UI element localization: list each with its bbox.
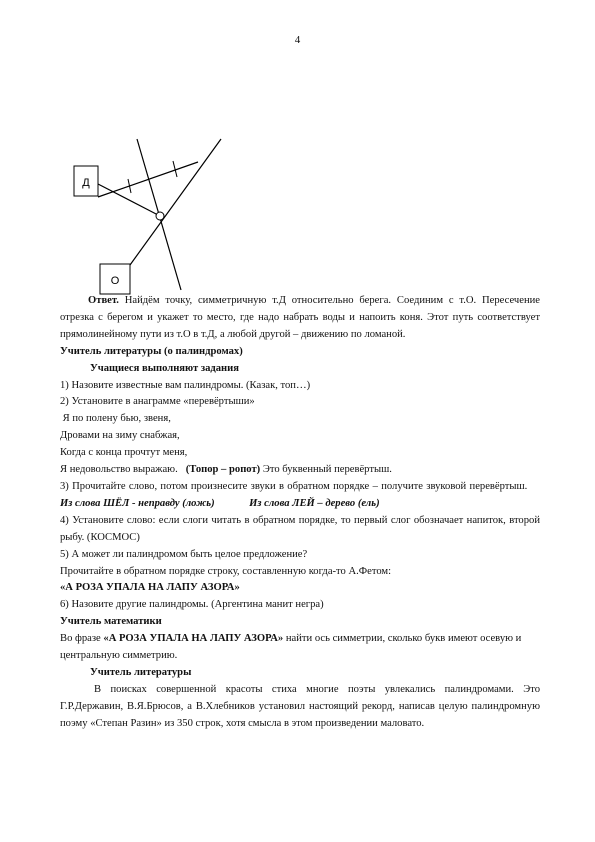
page-number: 4	[294, 34, 301, 46]
math-task	[60, 631, 540, 665]
task-5: 5) А может ли палиндромом быть целое предложение?	[60, 548, 308, 560]
poem-line: Я по полену бью, звеня,	[60, 413, 171, 425]
task-3-example-1: Из слова ШЁЛ - неправду (ложь)	[60, 497, 215, 509]
poem-line: Дровами на зиму снабжая,	[60, 430, 180, 442]
students-task-heading: Учащиеся выполняют задания	[90, 362, 239, 374]
task-3-text: 3) Прочитайте слово, потом произнесите звуки в обратном порядке – получите звуковой перевёртыш.	[60, 480, 528, 492]
bank-line-right	[130, 139, 221, 265]
poem-answer: (Топор – ропот)	[185, 464, 261, 476]
intersection-point	[156, 212, 164, 220]
math-suffix: найти ось симметрии, сколько букв имеют осевую и центральную симметрию.	[60, 633, 522, 662]
math-phrase: «А РОЗА УПАЛА НА ЛАПУ АЗОРА»	[103, 633, 284, 645]
section-heading-math: Учитель математики	[60, 616, 162, 628]
task-6: 6) Назовите другие палиндромы. (Аргентина манит негра)	[60, 599, 324, 611]
math-prefix: Во фразе	[60, 633, 104, 645]
document-body	[60, 293, 540, 733]
task-1: 1) Назовите известные вам палиндромы. (Казак, топ…)	[60, 379, 311, 391]
task-4: 4) Установите слово: если слоги читать в обратном порядке, то первый слог обозначает напиток, второй рыбу. (КОСМОС)	[60, 514, 540, 543]
section-heading-literature-2: Учитель литературы	[90, 666, 192, 678]
poem-line: Я недовольство выражаю.	[60, 464, 178, 476]
path-d-to-point	[98, 184, 160, 216]
point-d-label: Д	[82, 177, 90, 189]
poem-last-line	[60, 462, 540, 479]
task-2: 2) Установите в анаграмме «перевёртыши»	[60, 396, 255, 408]
section-heading-literature: Учитель литературы (о палиндромах)	[60, 345, 243, 357]
answer-paragraph	[60, 293, 540, 344]
poem-answer-note: Это буквенный перевёртыш.	[260, 464, 392, 476]
fet-phrase: «А РОЗА УПАЛА НА ЛАПУ АЗОРА»	[60, 582, 240, 594]
answer-text: Найдём точку, симметричную т.Д относительно берега. Соединим с т.О. Пересечение отрезка с берегом и укажет то место, где надо набрать воды и напоить коня. Этот путь соответствует прямолинейному пути из т.О в т.Д, а любой другой – движению по ломаной.	[60, 295, 540, 340]
final-paragraph: В поисках совершенной красоты стиха многие поэты увлекались палиндромами. Это Г.Р.Державин, В.Я.Брюсов, а В.Хлебников установил настоящий рекорд, написав целую палиндромную поэму «Степан Разин» из 350 строк, хотя смысла в этом произведении маловато.	[60, 683, 540, 729]
task-3-example-2: Из слова ЛЕЙ – дерево (ель)	[249, 497, 380, 509]
answer-label: Ответ.	[88, 295, 119, 306]
task-3	[60, 479, 540, 513]
poem-line: Когда с конца прочтут меня,	[60, 447, 188, 459]
point-o-label: О	[110, 275, 120, 287]
fet-intro: Прочитайте в обратном порядке строку, составленную когда-то А.Фетом:	[60, 565, 392, 577]
symmetry-diagram	[0, 0, 595, 300]
